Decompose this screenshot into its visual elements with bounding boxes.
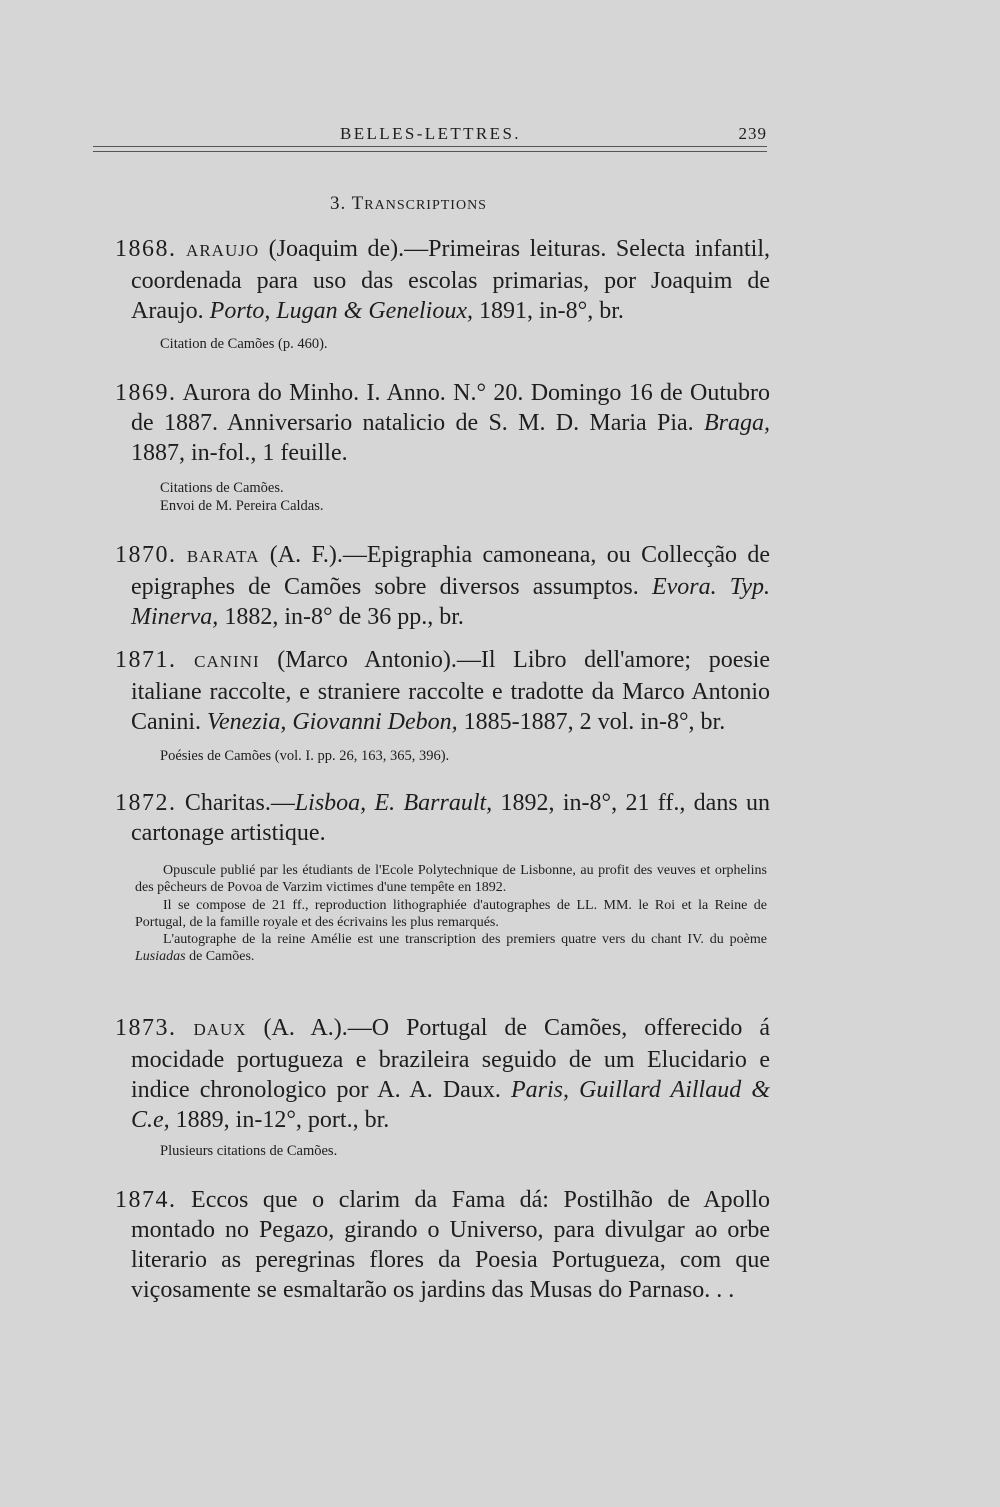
entry-imprint: Braga, [704, 410, 770, 436]
entry-details: 1885-1887, 2 vol. in-8°, br. [457, 709, 726, 735]
entry-number: 1874. [115, 1187, 177, 1213]
entry-details: 1887, in-fol., 1 feuille. [131, 440, 348, 466]
note-line: Plusieurs citations de Camões. [160, 1143, 338, 1159]
section-title-rest: RANSCRIPTIONS [364, 198, 487, 213]
entry-1869 [115, 378, 770, 468]
entry-text [115, 540, 770, 632]
section-title [330, 193, 487, 215]
page-header [133, 124, 767, 146]
note-line: Envoi de M. Pereira Caldas. [160, 497, 324, 514]
header-rule [93, 146, 767, 152]
note-title: Lusiadas [135, 949, 186, 965]
entry-body: (Marco Antonio).—Il Libro dell'amore; poesie italiane raccolte, e straniere raccolte e tradotte da Marco Antonio Canini. [131, 647, 771, 735]
entry-imprint: Lisboa, E. Barrault, [294, 790, 493, 816]
entry-imprint: Porto, Lugan & Genelioux, [209, 298, 473, 324]
entry-1871 [115, 645, 770, 737]
entry-body: (A. F.).—Epigraphia camoneana, ou Collecção de epigraphes de Camões sobre diversos assumptos. [131, 542, 770, 600]
note-paragraph [135, 931, 767, 966]
entry-text [115, 788, 770, 848]
entry-author: DAUX [193, 1020, 247, 1039]
entry-number: 1872. [115, 790, 177, 816]
entry-author: BARATA [186, 547, 260, 566]
entry-1873 [115, 1013, 770, 1135]
entry-number: 1873. [115, 1015, 177, 1041]
entry-body: Eccos que o clarim da Fama dá: Postilhão de Apollo montado no Pegazo, girando o Universo, para divulgar ao orbe literario as peregrinas flores da Poesia Portugueza, com que viçosamente se esmaltarão os jardins das Musas do Parnaso. . . [131, 1187, 770, 1303]
entry-body: Aurora do Minho. I. Anno. N.° 20. Domingo 16 de Outubro de 1887. Anniversario natalicio de S. M. D. Maria Pia. [131, 380, 770, 436]
entry-1872 [115, 788, 770, 848]
entry-body: Charitas.— [176, 790, 295, 816]
entry-details: 1882, in-8° de 36 pp., br. [218, 604, 464, 630]
note-paragraph: Il se compose de 21 ff., reproduction lithographiée d'autographes de LL. MM. le Roi et la Reine de Portugal, de la famille royale et des écrivains les plus remarqués. [135, 897, 767, 930]
entry-note [160, 480, 324, 515]
entry-author: ARAUJO [186, 241, 260, 260]
entry-1870 [115, 540, 770, 632]
entry-note [160, 1143, 337, 1161]
entry-number: 1868. [115, 236, 177, 262]
entry-number: 1869. [115, 380, 177, 406]
entry-imprint: Evora. Typ. Minerva, [131, 574, 770, 630]
entry-imprint: Paris, Guillard Aillaud & C.e, [131, 1077, 770, 1133]
entry-notes-block [135, 862, 767, 966]
note-text: de Camões. [185, 949, 255, 965]
entry-text [115, 645, 770, 737]
note-line: Citations de Camões. [160, 480, 284, 496]
entry-details: 1891, in-8°, br. [472, 298, 624, 324]
entry-text [115, 378, 770, 468]
running-head: BELLES-LETTRES. [340, 124, 521, 143]
entry-imprint: Venezia, Giovanni Debon, [207, 709, 458, 735]
entry-details: 1889, in-12°, port., br. [169, 1107, 390, 1133]
entry-note [160, 748, 449, 766]
entry-number: 1871. [115, 647, 177, 673]
entry-body: (A. A.).—O Portugal de Camões, offerecido á mocidade portugueza e brazileira seguido de um Elucidario e indice chronologico por A. A. Daux. [131, 1015, 770, 1103]
entry-1874 [115, 1185, 770, 1305]
entry-text [115, 1185, 770, 1305]
entry-note [160, 336, 328, 354]
entry-text [115, 234, 770, 326]
entry-text [115, 1013, 770, 1135]
section-title-initial: T [351, 193, 365, 214]
entry-author: CANINI [194, 652, 260, 671]
note-paragraph: Opuscule publié par les étudiants de l'Ecole Polytechnique de Lisbonne, au profit des veuves et orphelins des pêcheurs de Povoa de Varzim victimes d'une tempête en 1892. [135, 863, 767, 896]
entry-number: 1870. [115, 542, 177, 568]
section-number: 3. [330, 193, 347, 214]
note-text: L'autographe de la reine Amélie est une transcription des premiers quatre vers du chant IV. du poème [163, 932, 767, 948]
note-line: Poésies de Camões (vol. I. pp. 26, 163, 365, 396). [160, 748, 450, 764]
page-number: 239 [738, 124, 767, 143]
note-line: Citation de Camões (p. 460). [160, 336, 328, 352]
entry-details: 1892, in-8°, 21 ff., dans un cartonage artistique. [131, 790, 770, 846]
entry-1868 [115, 234, 770, 326]
entry-body: (Joaquim de).—Primeiras leituras. Selecta infantil, coordenada para uso das escolas primarias, por Joaquim de Araujo. [131, 236, 770, 324]
